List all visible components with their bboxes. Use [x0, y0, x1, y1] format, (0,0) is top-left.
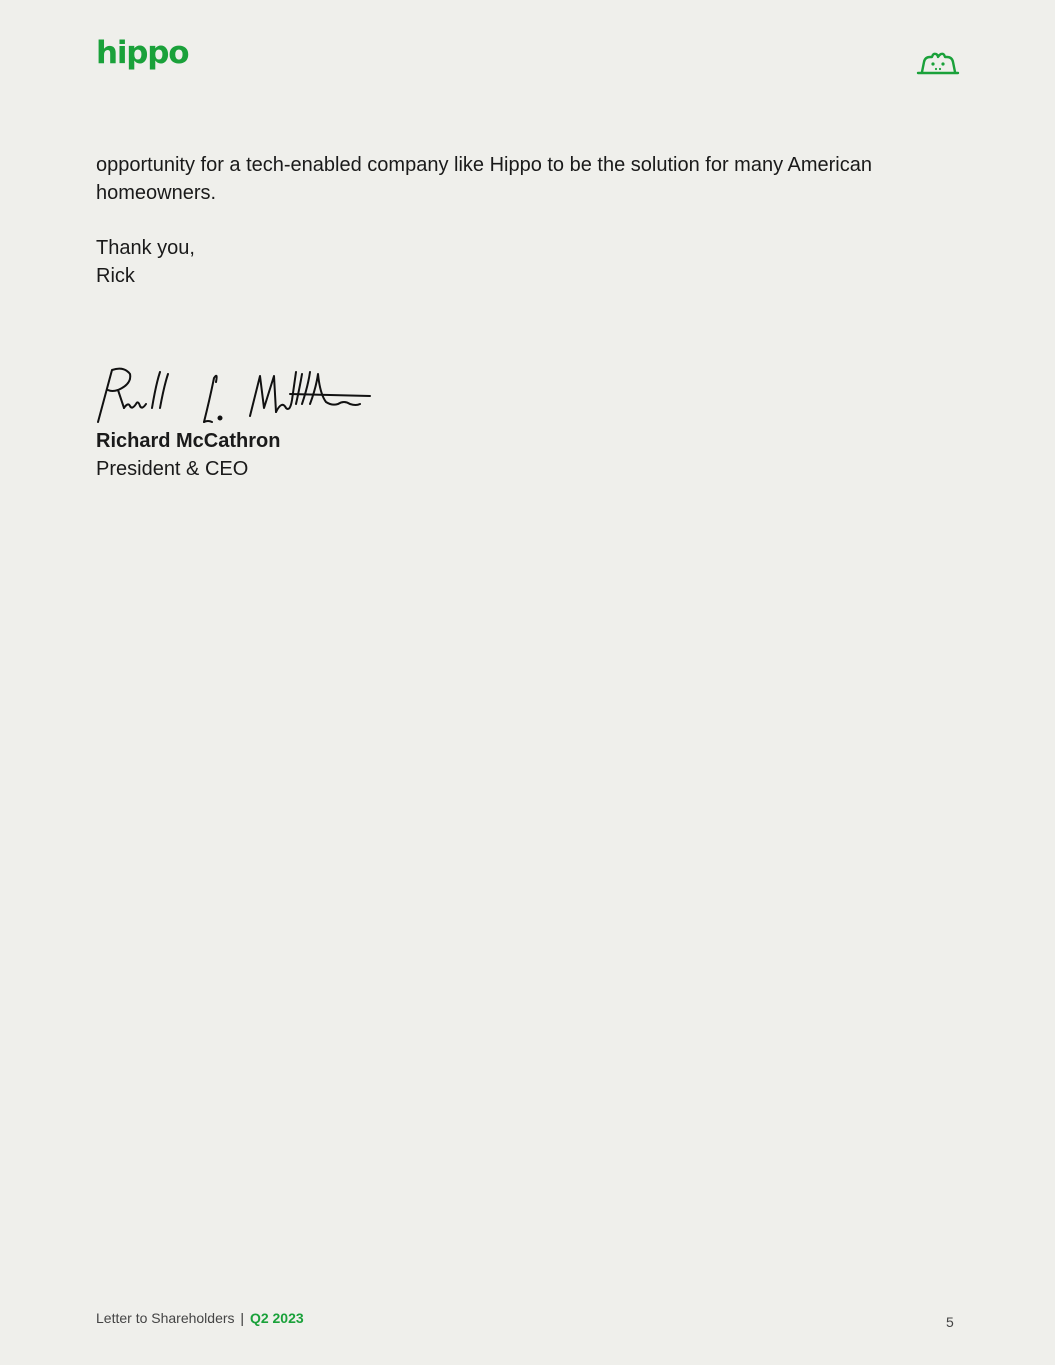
closing-text: Thank you, [96, 237, 195, 259]
signer-short-name: Rick [96, 265, 135, 287]
signer-title: President & CEO [96, 458, 249, 480]
footer [96, 1309, 304, 1327]
page-number: 5 [946, 1314, 954, 1330]
hippo-mascot-icon [916, 50, 960, 76]
signature-image [94, 364, 374, 426]
footer-quarter: Q2 2023 [249, 1310, 304, 1326]
hippo-logo: hippo [96, 35, 189, 71]
signer-name: Richard McCathron [96, 430, 281, 452]
sign-off [96, 234, 195, 290]
footer-separator: | [240, 1310, 245, 1326]
footer-document-label: Letter to Shareholders [96, 1310, 235, 1326]
letter-paragraph: opportunity for a tech-enabled company like Hippo to be the solution for many American homeowners. [96, 154, 872, 204]
signer-block [96, 427, 280, 483]
